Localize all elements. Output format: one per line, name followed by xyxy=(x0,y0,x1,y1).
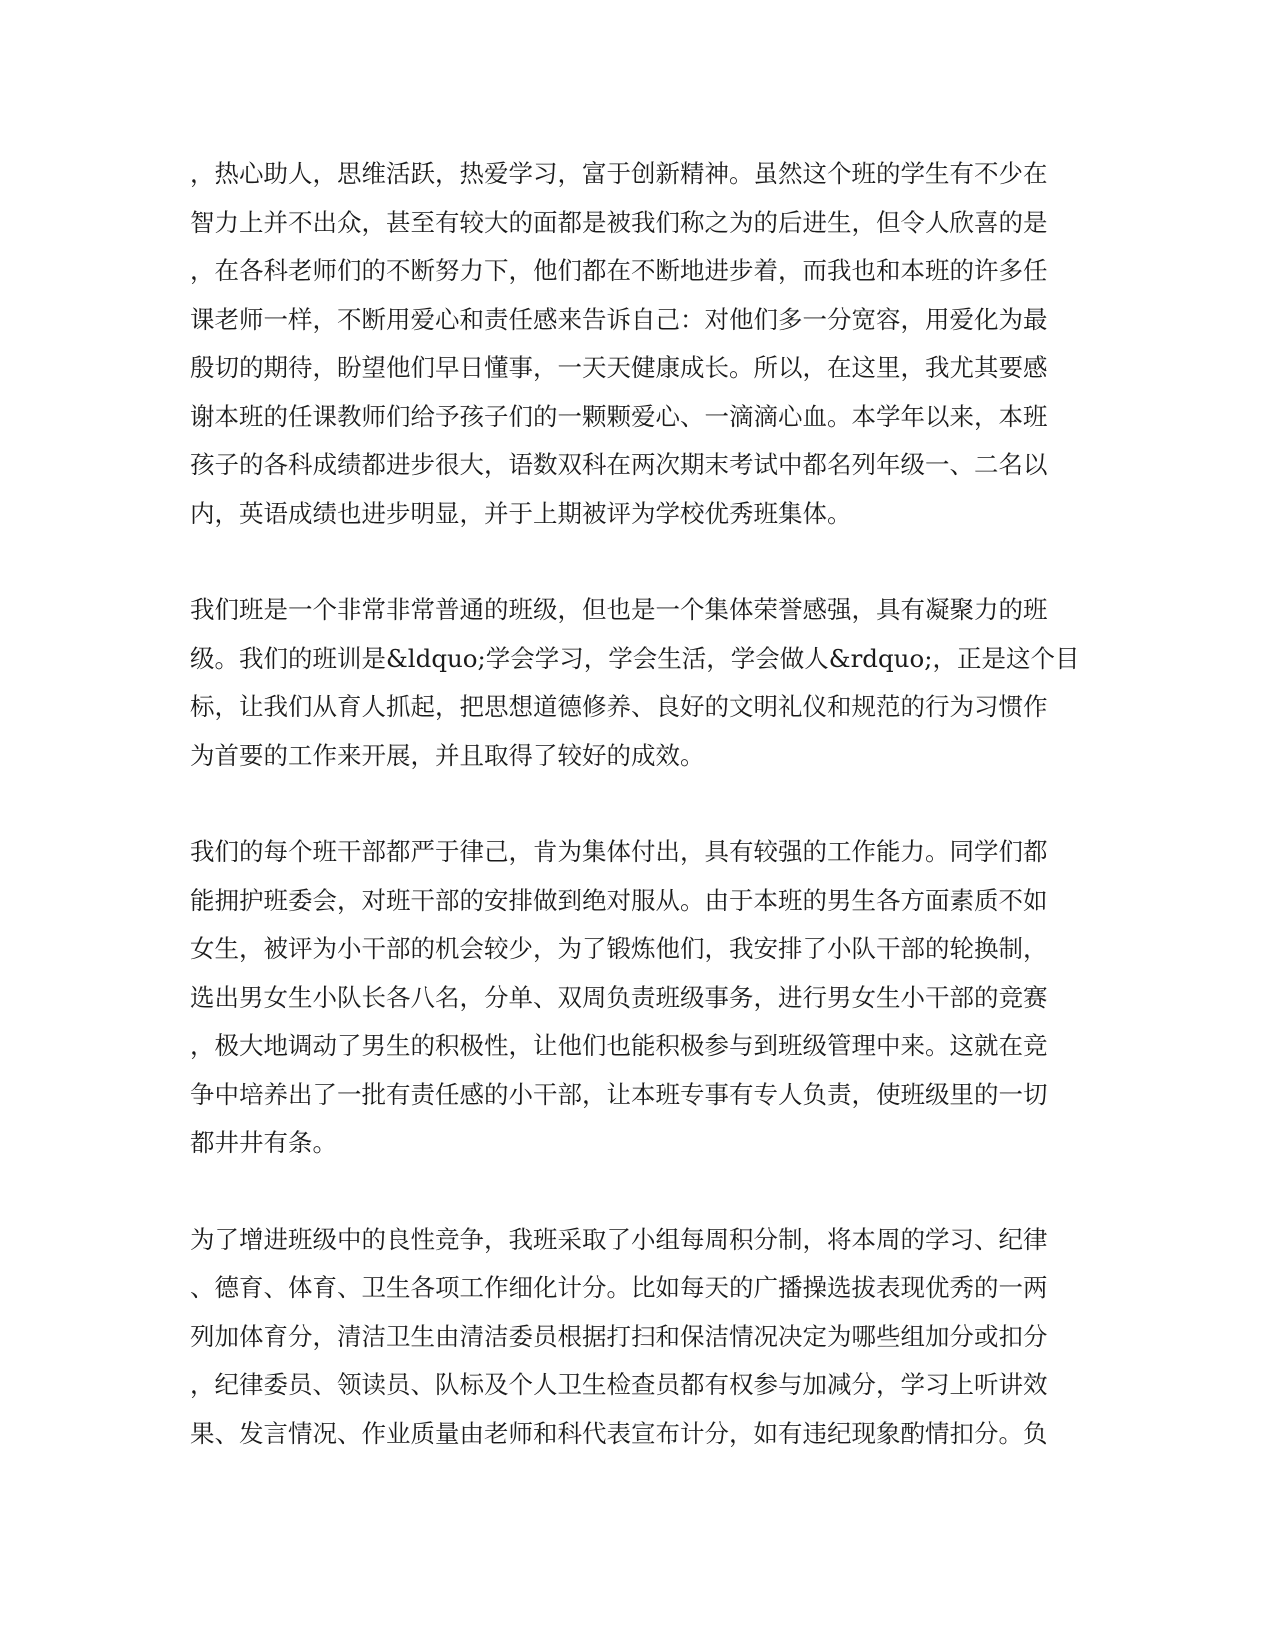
paragraph-3 xyxy=(190,828,1080,1168)
paragraph-spacer xyxy=(190,780,1080,828)
text-line: 果、发言情况、作业质量由老师和科代表宣布计分，如有违纪现象酌情扣分。负 xyxy=(190,1418,1048,1448)
text-line: ，纪律委员、领读员、队标及个人卫生检查员都有权参与加减分，学习上听讲效 xyxy=(190,1370,1048,1399)
paragraph-spacer xyxy=(190,1168,1080,1216)
text-line: ，极大地调动了男生的积极性，让他们也能积极参与到班级管理中来。这就在竞 xyxy=(190,1031,1048,1060)
text-line: 我们班是一个非常非常普通的班级，但也是一个集体荣誉感强，具有凝聚力的班 xyxy=(190,595,1048,624)
text-line: ，在各科老师们的不断努力下，他们都在不断地进步着，而我也和本班的许多任 xyxy=(190,256,1048,285)
text-line: 殷切的期待，盼望他们早日懂事，一天天健康成长。所以，在这里，我尤其要感 xyxy=(190,353,1048,382)
text-line: 智力上并不出众，甚至有较大的面都是被我们称之为的后进生，但令人欣喜的是 xyxy=(190,207,1048,237)
text-line: 级。我们的班训是&ldquo;学会学习，学会生活，学会做人&rdquo;，正是这个目 xyxy=(190,643,1080,673)
paragraph-1 xyxy=(190,150,1080,538)
text-line: 女生，被评为小干部的机会较少，为了锻炼他们，我安排了小队干部的轮换制， xyxy=(190,934,1048,963)
paragraph-2 xyxy=(190,586,1080,780)
text-line: 内，英语成绩也进步明显，并于上期被评为学校优秀班集体。 xyxy=(190,498,852,528)
text-line: 谢本班的任课教师们给予孩子们的一颗颗爱心、一滴滴心血。本学年以来，本班 xyxy=(190,401,1048,431)
paragraph-4 xyxy=(190,1216,1080,1459)
text-line: 标，让我们从育人抓起，把思想道德修养、良好的文明礼仪和规范的行为习惯作 xyxy=(190,692,1048,721)
text-line: 争中培养出了一批有责任感的小干部，让本班专事有专人负责，使班级里的一切 xyxy=(190,1079,1048,1109)
body-text xyxy=(190,150,1080,1458)
text-line: 列加体育分，清洁卫生由清洁委员根据打扫和保洁情况决定为哪些组加分或扣分 xyxy=(190,1321,1048,1351)
text-line: 课老师一样，不断用爱心和责任感来告诉自己：对他们多一分宽容，用爱化为最 xyxy=(190,304,1048,334)
text-line: 都井井有条。 xyxy=(190,1128,337,1157)
text-line: 、德育、体育、卫生各项工作细化计分。比如每天的广播操选拔表现优秀的一两 xyxy=(190,1273,1048,1302)
text-line: ，热心助人，思维活跃，热爱学习，富于创新精神。虽然这个班的学生有不少在 xyxy=(190,159,1048,188)
text-line: 选出男女生小队长各八名，分单、双周负责班级事务，进行男女生小干部的竞赛 xyxy=(190,982,1048,1012)
text-line: 为首要的工作来开展，并且取得了较好的成效。 xyxy=(190,740,705,770)
text-line: 孩子的各科成绩都进步很大，语数双科在两次期末考试中都名列年级一、二名以 xyxy=(190,450,1048,479)
text-line: 我们的每个班干部都严于律己，肯为集体付出，具有较强的工作能力。同学们都 xyxy=(190,837,1048,866)
text-line: 能拥护班委会，对班干部的安排做到绝对服从。由于本班的男生各方面素质不如 xyxy=(190,885,1048,915)
text-line: 为了增进班级中的良性竞争，我班采取了小组每周积分制，将本周的学习、纪律 xyxy=(190,1224,1048,1254)
paragraph-spacer xyxy=(190,538,1080,586)
